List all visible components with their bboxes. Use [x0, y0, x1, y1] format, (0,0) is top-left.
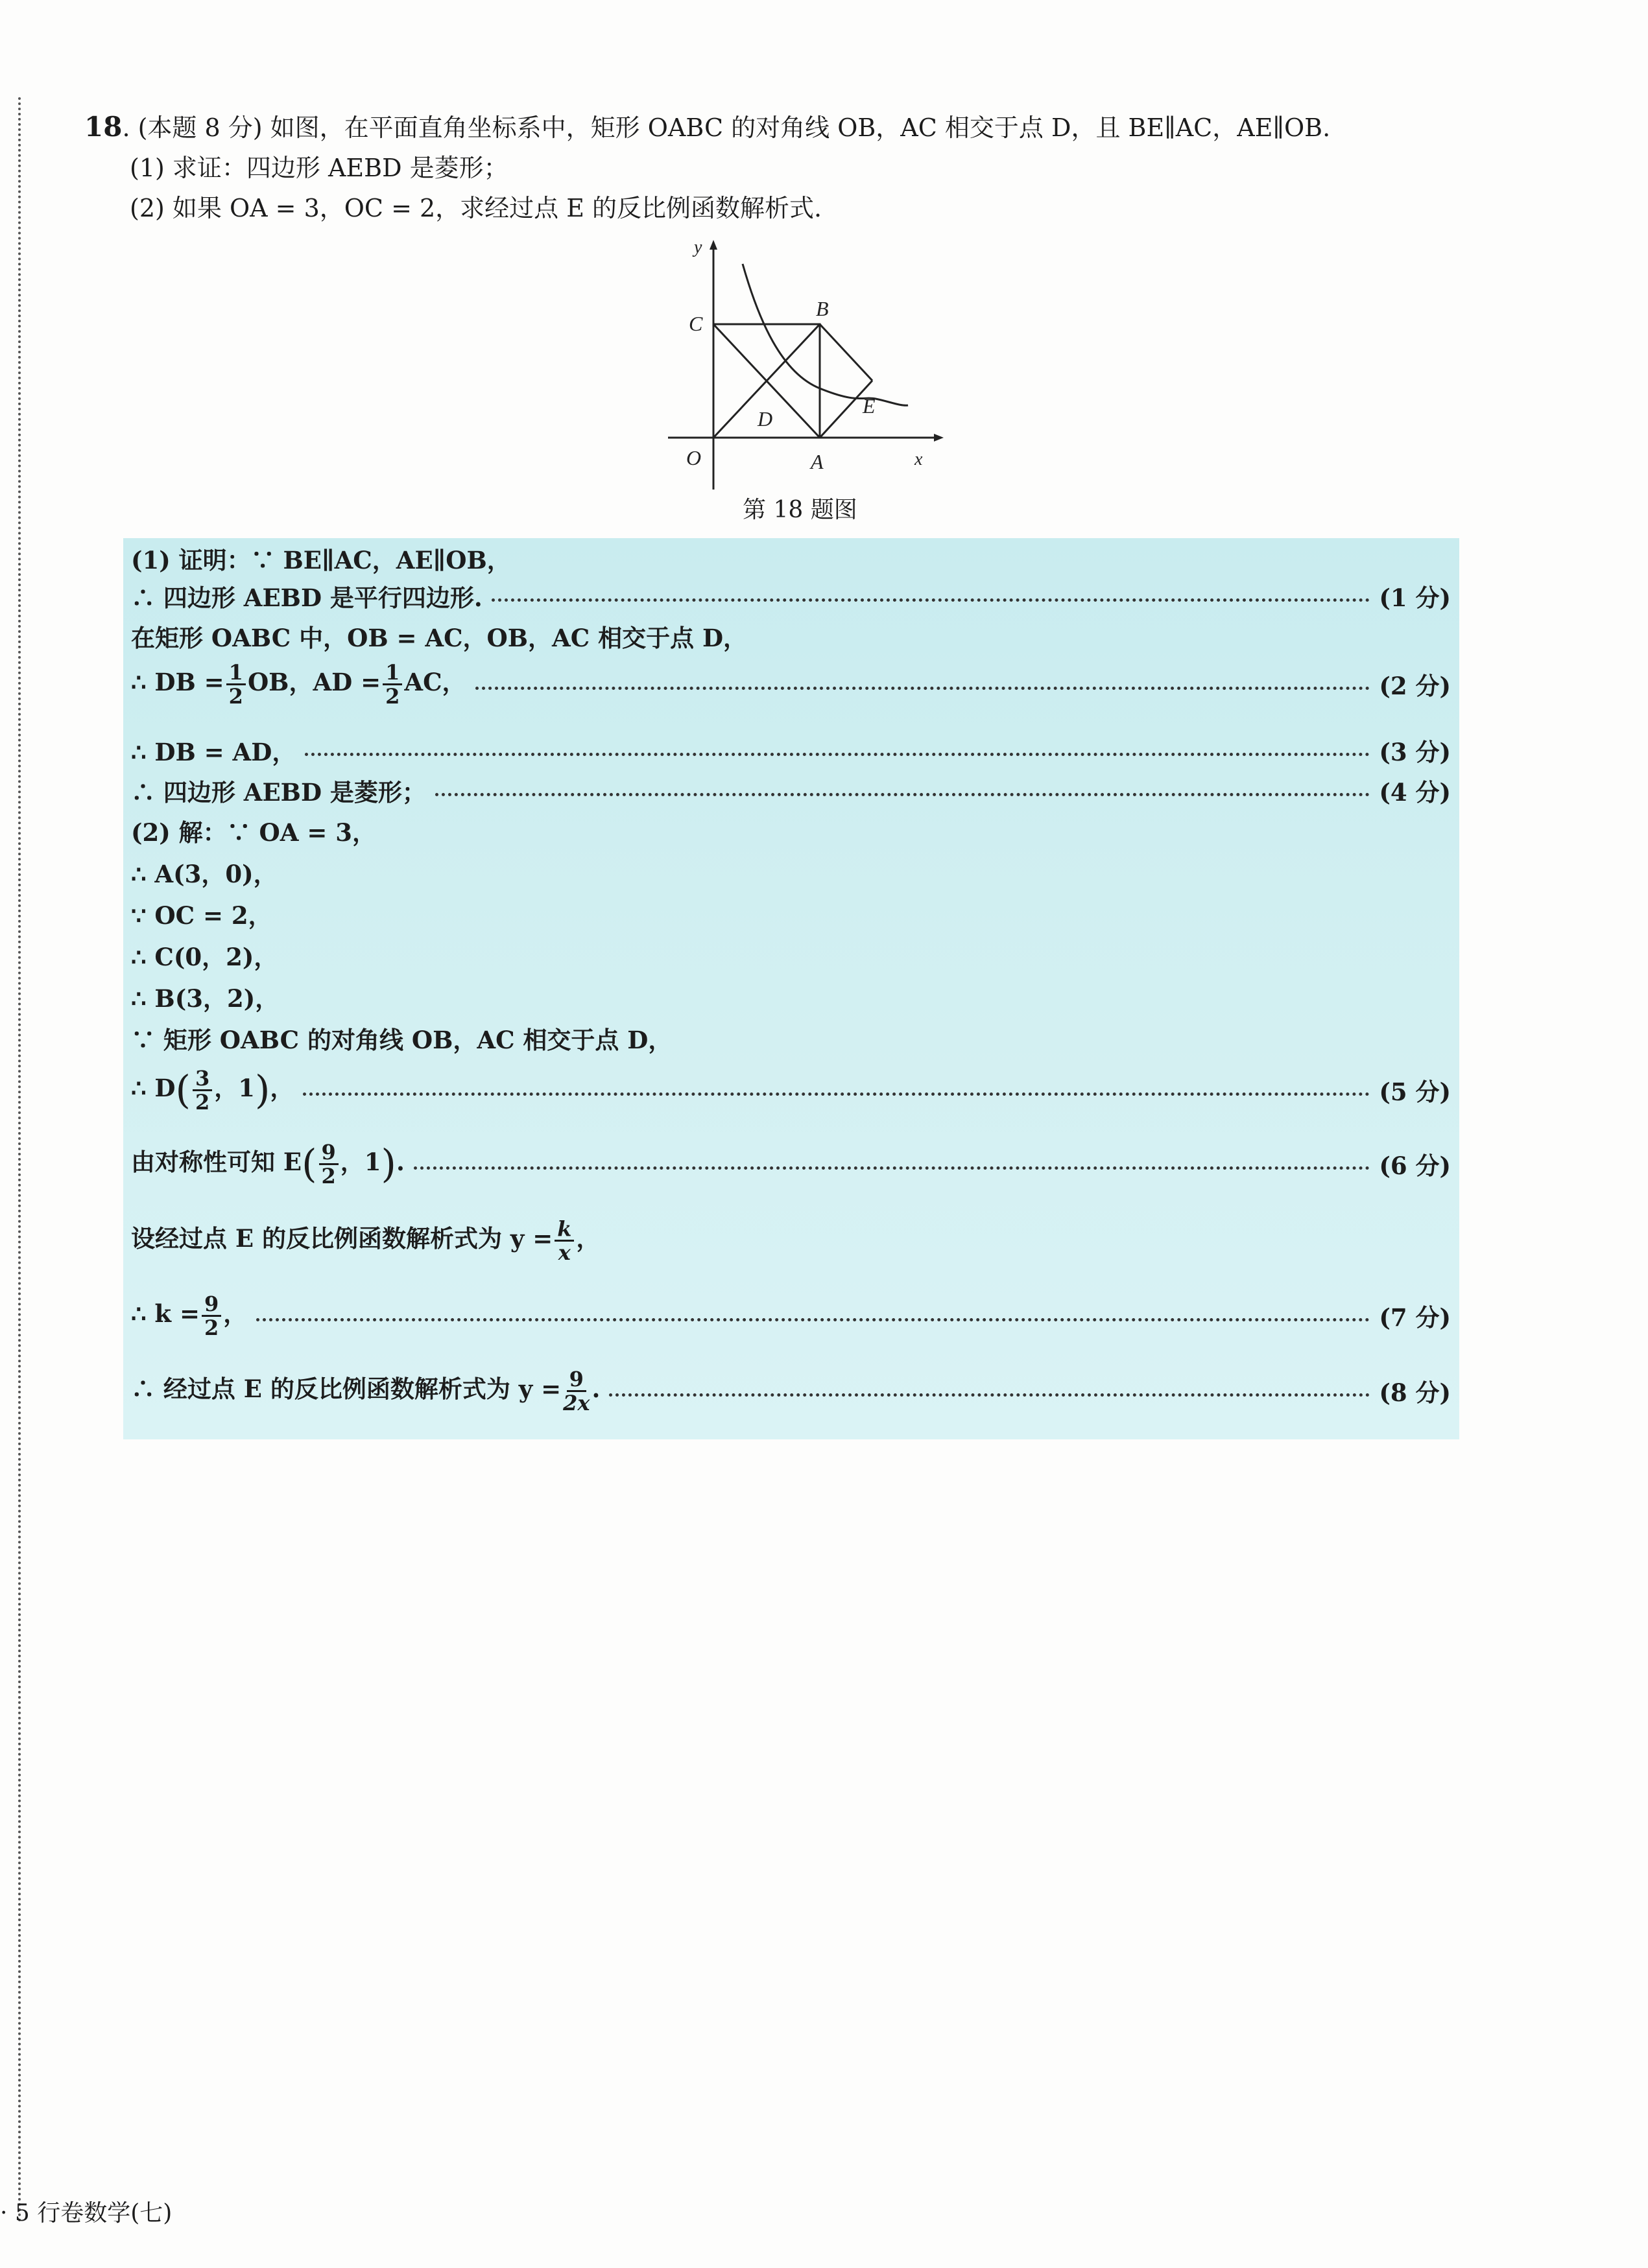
denominator: 2	[385, 683, 400, 709]
y-axis-arrow	[710, 240, 717, 250]
fraction-half	[226, 661, 246, 707]
solution-line-16	[131, 1286, 1451, 1345]
solution-line-5	[131, 733, 1451, 768]
solution-line-17	[131, 1362, 1451, 1420]
solution-line-2	[131, 578, 1451, 613]
solution-line-4	[131, 658, 1451, 710]
sub-question-1: (1) 求证：四边形 AEBD 是菱形；	[130, 154, 508, 182]
score-mark: (6 分)	[1379, 1152, 1451, 1180]
problem-stem	[84, 107, 1544, 148]
score-mark: (2 分)	[1379, 672, 1451, 700]
question-number: 18	[84, 111, 123, 143]
label-e: E	[863, 394, 876, 418]
solution-line-13	[131, 1061, 1451, 1119]
solution-text: ∵ OC = 2，	[131, 901, 272, 930]
hyperbola-curve	[743, 264, 908, 405]
denominator: x	[558, 1240, 571, 1265]
numerator: 9	[202, 1293, 221, 1317]
paren-close: )	[254, 1067, 270, 1113]
text-part: ∴ D	[131, 1073, 176, 1102]
solution-text: ∴ C(0，2)，	[131, 943, 278, 971]
solution-text: ∴ D( $\frac{3}{2}$ ，1)，	[131, 1065, 294, 1115]
fraction	[193, 1067, 212, 1113]
paren-open: (	[302, 1141, 317, 1187]
dot-leader	[475, 687, 1370, 690]
question-text: . (本题 8 分) 如图，在平面直角坐标系中，矩形 OABC 的对角线 OB，AC 相交于点 D，且 BE∥AC，AE∥OB.	[122, 113, 1331, 142]
text-part: ，	[576, 1223, 601, 1253]
solution-text: ∴ DB = AD，	[131, 738, 296, 766]
score-mark: (8 分)	[1379, 1378, 1451, 1407]
sub-question-2: (2) 如果 OA = 3，OC = 2，求经过点 E 的反比例函数解析式.	[130, 194, 822, 222]
solution-line-14	[131, 1135, 1451, 1193]
segment-be	[820, 324, 872, 381]
solution-block	[123, 538, 1459, 1439]
numerator: 9	[567, 1368, 586, 1392]
solution-line-1	[131, 541, 1451, 576]
paren-open: (	[175, 1067, 191, 1113]
solution-text	[131, 1368, 600, 1414]
label-x: x	[914, 449, 923, 469]
solution-text	[131, 1218, 600, 1264]
text-part: 由对称性可知 E	[131, 1147, 302, 1176]
label-a: A	[811, 450, 824, 473]
denominator: 2	[228, 683, 243, 709]
solution-line-9	[131, 896, 1451, 931]
numerator: k	[555, 1218, 574, 1242]
dot-leader	[414, 1166, 1370, 1170]
dot-leader	[256, 1318, 1370, 1321]
solution-text: ∴ B(3，2)，	[131, 984, 280, 1013]
paren-close: )	[381, 1141, 396, 1187]
text-part: ∴ 经过点 E 的反比例函数解析式为 y =	[131, 1374, 562, 1403]
solution-text: ∴ A(3，0)，	[131, 860, 278, 888]
binding-cut-line	[18, 97, 21, 2224]
numerator: 3	[193, 1067, 212, 1091]
fraction	[555, 1218, 574, 1264]
score-mark: (4 分)	[1379, 778, 1451, 807]
text-part: AC，	[404, 667, 466, 696]
problem-18	[84, 107, 1544, 228]
solution-text	[131, 661, 466, 707]
geometry-figure	[649, 230, 947, 502]
text-part: .	[591, 1374, 601, 1403]
solution-line-7	[131, 813, 1451, 848]
numerator: 1	[383, 661, 402, 685]
solution-line-6	[131, 773, 1451, 808]
solution-line-11	[131, 979, 1451, 1014]
denominator: 2	[195, 1089, 210, 1115]
text-part: OB，AD =	[247, 667, 381, 696]
fraction	[202, 1293, 221, 1339]
text-part: ∴ DB =	[131, 667, 224, 696]
label-d: D	[758, 407, 773, 431]
label-o: O	[686, 446, 702, 469]
text-part: 设经过点 E 的反比例函数解析式为 y =	[131, 1223, 553, 1253]
solution-text: ∴ 四边形 AEBD 是菱形；	[131, 778, 426, 807]
solution-line-8	[131, 855, 1451, 890]
solution-line-12	[131, 1021, 1451, 1056]
page-footer: · 5 行卷数学(七)	[0, 2200, 173, 2227]
solution-text	[131, 1141, 405, 1187]
label-c: C	[689, 312, 703, 335]
text-part: ，1	[214, 1073, 255, 1102]
text-part: ∴ k =	[131, 1299, 200, 1328]
text-part: ，	[223, 1299, 248, 1328]
solution-line-3	[131, 619, 1451, 654]
denominator: 2	[204, 1315, 219, 1340]
numerator: 1	[226, 661, 246, 685]
dot-leader	[492, 598, 1370, 602]
fraction	[563, 1368, 590, 1414]
solution-text: 在矩形 OABC 中，OB = AC，OB，AC 相交于点 D，	[131, 624, 748, 652]
solution-text: (2) 解：∵ OA = 3，	[131, 818, 376, 847]
solution-text: (1) 证明：∵ BE∥AC，AE∥OB，	[131, 546, 511, 574]
dot-leader	[305, 753, 1370, 756]
text-part: .	[396, 1147, 405, 1176]
x-axis-arrow	[934, 434, 944, 442]
score-mark: (1 分)	[1379, 584, 1451, 612]
dot-leader	[435, 793, 1370, 796]
solution-line-10	[131, 938, 1451, 973]
label-b: B	[816, 297, 829, 320]
dot-leader	[303, 1093, 1370, 1096]
text-part: ，1	[340, 1147, 381, 1176]
fraction-half	[383, 661, 402, 707]
solution-text: ∴ 四边形 AEBD 是平行四边形.	[131, 584, 483, 612]
fraction	[319, 1141, 339, 1187]
denominator: 2x	[563, 1390, 590, 1415]
dot-leader	[609, 1393, 1370, 1397]
solution-text	[131, 1293, 247, 1339]
score-mark: (7 分)	[1379, 1303, 1451, 1332]
score-mark: (5 分)	[1379, 1078, 1451, 1106]
denominator: 2	[321, 1163, 336, 1188]
numerator: 9	[319, 1141, 339, 1165]
score-mark: (3 分)	[1379, 738, 1451, 766]
solution-line-15	[131, 1211, 1451, 1270]
label-y: y	[694, 237, 702, 257]
figure-caption: 第 18 题图	[743, 497, 857, 523]
solution-text: ∵ 矩形 OABC 的对角线 OB，AC 相交于点 D，	[131, 1026, 673, 1054]
